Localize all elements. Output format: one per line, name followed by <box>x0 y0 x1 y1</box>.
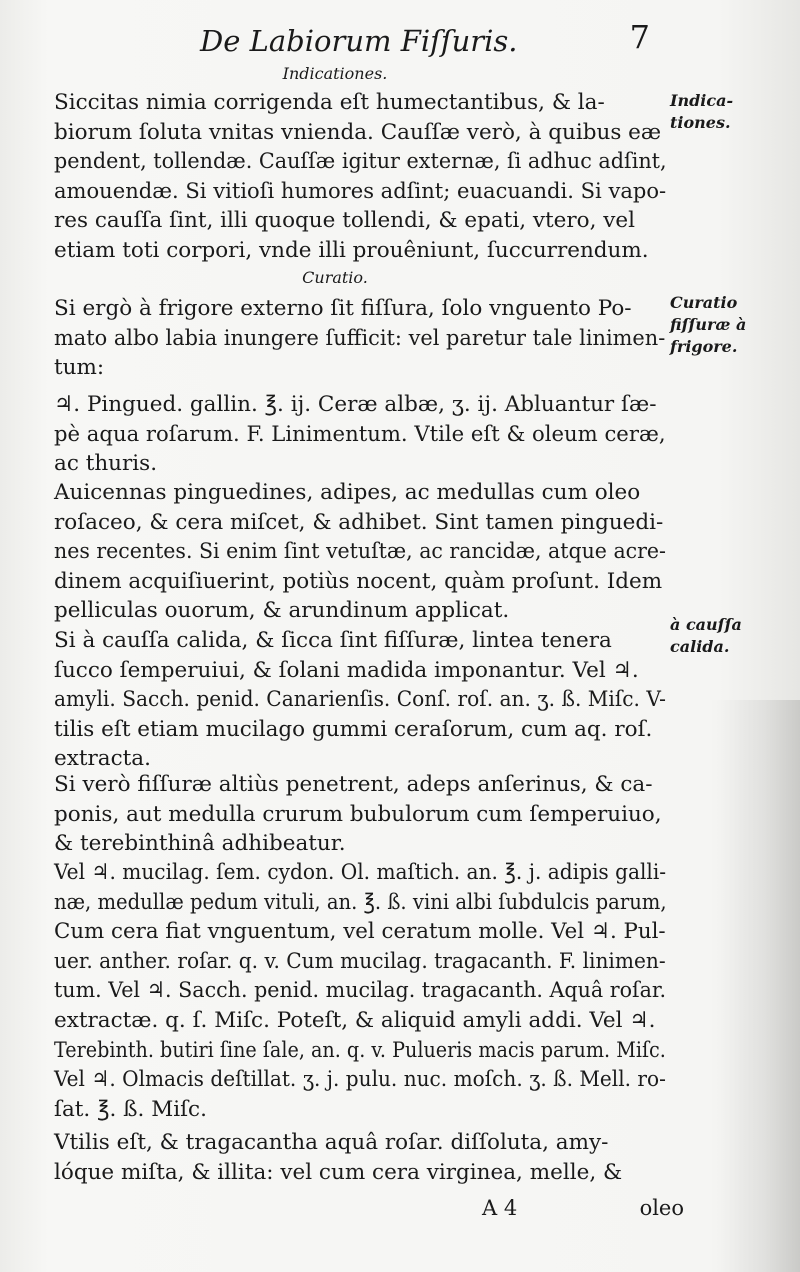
margin-note-line: Curatio <box>670 293 738 312</box>
page-edge-shadow <box>710 700 800 1272</box>
text-line: lóque miſta, & illita: vel cum cera virginea, melle, & <box>54 1159 623 1185</box>
text-line: Auicennas pinguedines, adipes, ac medullas cum oleo <box>54 480 641 505</box>
text-line: amouendæ. Si vitioſi humores adſint; euacuandi. Si vapo- <box>54 178 667 204</box>
paragraph-fissurae-altius <box>54 770 666 859</box>
section-heading-curatio: Curatio. <box>302 268 368 287</box>
page-number: 7 <box>629 18 650 56</box>
margin-note-line: à cauſſa <box>670 615 742 634</box>
text-line: Vtilis eſt, & tragacantha aquâ roſar. diſſoluta, amy- <box>54 1130 609 1155</box>
text-line: Si verò fiſſuræ altiùs penetrent, adeps anſerinus, & ca- <box>54 772 653 797</box>
text-line: Terebinth. butiri ſine ſale, an. q. v. Pulueris macis parum. Miſc. <box>54 1037 666 1063</box>
text-line: tilis eſt etiam mucilago gummi ceraſorum, cum aq. roſ. <box>54 716 653 742</box>
text-line: & terebinthinâ adhibeatur. <box>54 831 346 857</box>
text-line: etiam toti corpori, vnde illi prouêniunt, ſuccurrendum. <box>54 237 649 263</box>
paragraph-recipes-vnguentum <box>54 858 666 1124</box>
margin-note-line: frigore. <box>670 337 738 356</box>
text-line: nes recentes. Si enim ſint vetuſtæ, ac rancidæ, atque acre- <box>54 539 666 565</box>
paragraph-auicennas <box>54 478 666 626</box>
text-line: uer. anther. roſar. q. v. Cum mucilag. tragacanth. F. linimen- <box>54 948 666 974</box>
text-line: Vel ♃. Olmacis deſtillat. ʒ. j. pulu. nuc. moſch. ʒ. ß. Mell. ro- <box>54 1067 666 1093</box>
text-line: ſucco ſemperuiui, & ſolani madida imponantur. Vel ♃. <box>54 657 639 683</box>
margin-note-line: fiſſuræ à <box>670 315 747 334</box>
paragraph-tragacantha <box>54 1128 666 1187</box>
text-line: ponis, aut medulla crurum bubulorum cum ſemperuiuo, <box>54 801 662 827</box>
running-title: De Labiorum Fiſſuris. <box>200 24 518 58</box>
text-line: næ, medullæ pedum vituli, an. ℥. ß. vini albi ſubdulcis parum, <box>54 889 667 915</box>
section-heading-indicationes: Indicationes. <box>282 64 388 83</box>
text-line: pè aqua roſarum. F. Linimentum. Vtile eſt & oleum ceræ, <box>54 421 666 447</box>
page-footer <box>54 1196 684 1224</box>
text-line: extracta. <box>54 746 151 772</box>
paragraph-frigore <box>54 294 666 383</box>
text-line: Cum cera fiat vnguentum, vel ceratum molle. Vel ♃. Pul- <box>54 919 666 945</box>
margin-note-line: Indica- <box>670 91 734 110</box>
text-line: dinem acquiſiuerint, potiùs nocent, quàm proſunt. Idem <box>54 568 663 594</box>
text-line: roſaceo, & cera miſcet, & adhibet. Sint tamen pinguedi- <box>54 509 664 535</box>
margin-note-indicationes <box>670 90 788 134</box>
text-line: pendent, tollendæ. Cauſſæ igitur externæ, ſi adhuc adſint, <box>54 149 667 175</box>
text-line: Si ergò à frigore externo ſit fiſſura, ſolo vnguento Po- <box>54 296 632 321</box>
margin-note-causa-calida <box>670 614 788 658</box>
text-line: pelliculas ouorum, & arundinum applicat. <box>54 598 510 624</box>
text-line: Vel ♃. mucilag. ſem. cydon. Ol. maſtich. an. ℥. j. adipis galli- <box>54 860 667 885</box>
paragraph-recipe-linimentum <box>54 390 666 479</box>
signature-mark: A 4 <box>482 1196 518 1220</box>
text-line: biorum ſoluta vnitas vnienda. Cauſſæ verò, à quibus eæ <box>54 119 662 145</box>
margin-note-curatio-frigore <box>670 292 788 358</box>
text-line: Siccitas nimia corrigenda eſt humectantibus, & la- <box>54 90 605 115</box>
text-line: ac thuris. <box>54 451 158 477</box>
paragraph-indicationes <box>54 88 666 266</box>
margin-note-line: tiones. <box>670 113 731 132</box>
text-line: tum. Vel ♃. Sacch. penid. mucilag. tragacanth. Aquâ roſar. <box>54 978 667 1004</box>
text-line: extractæ. q. ſ. Miſc. Poteſt, & aliquid amyli addi. Vel ♃. <box>54 1007 656 1033</box>
text-line: res cauſſa ſint, illi quoque tollendi, & epati, vtero, vel <box>54 208 636 234</box>
text-line: mato albo labia inungere ſufficit: vel paretur tale linimen- <box>54 325 666 351</box>
text-line: amyli. Sacch. penid. Canarienſis. Conſ. roſ. an. ʒ. ß. Miſc. V- <box>54 687 666 713</box>
paragraph-causa-calida <box>54 626 666 774</box>
text-line: Si à cauſſa calida, & ſicca ſint fiſſuræ, lintea tenera <box>54 628 612 653</box>
catchword: oleo <box>639 1196 684 1220</box>
text-line: ♃. Pingued. gallin. ℥. ij. Ceræ albæ, ʒ. ij. Abluantur ſæ- <box>54 392 657 417</box>
running-header <box>200 14 660 60</box>
text-line: tum: <box>54 355 105 381</box>
margin-note-line: calida. <box>670 637 730 656</box>
text-line: ſat. ℥. ß. Miſc. <box>54 1096 207 1122</box>
